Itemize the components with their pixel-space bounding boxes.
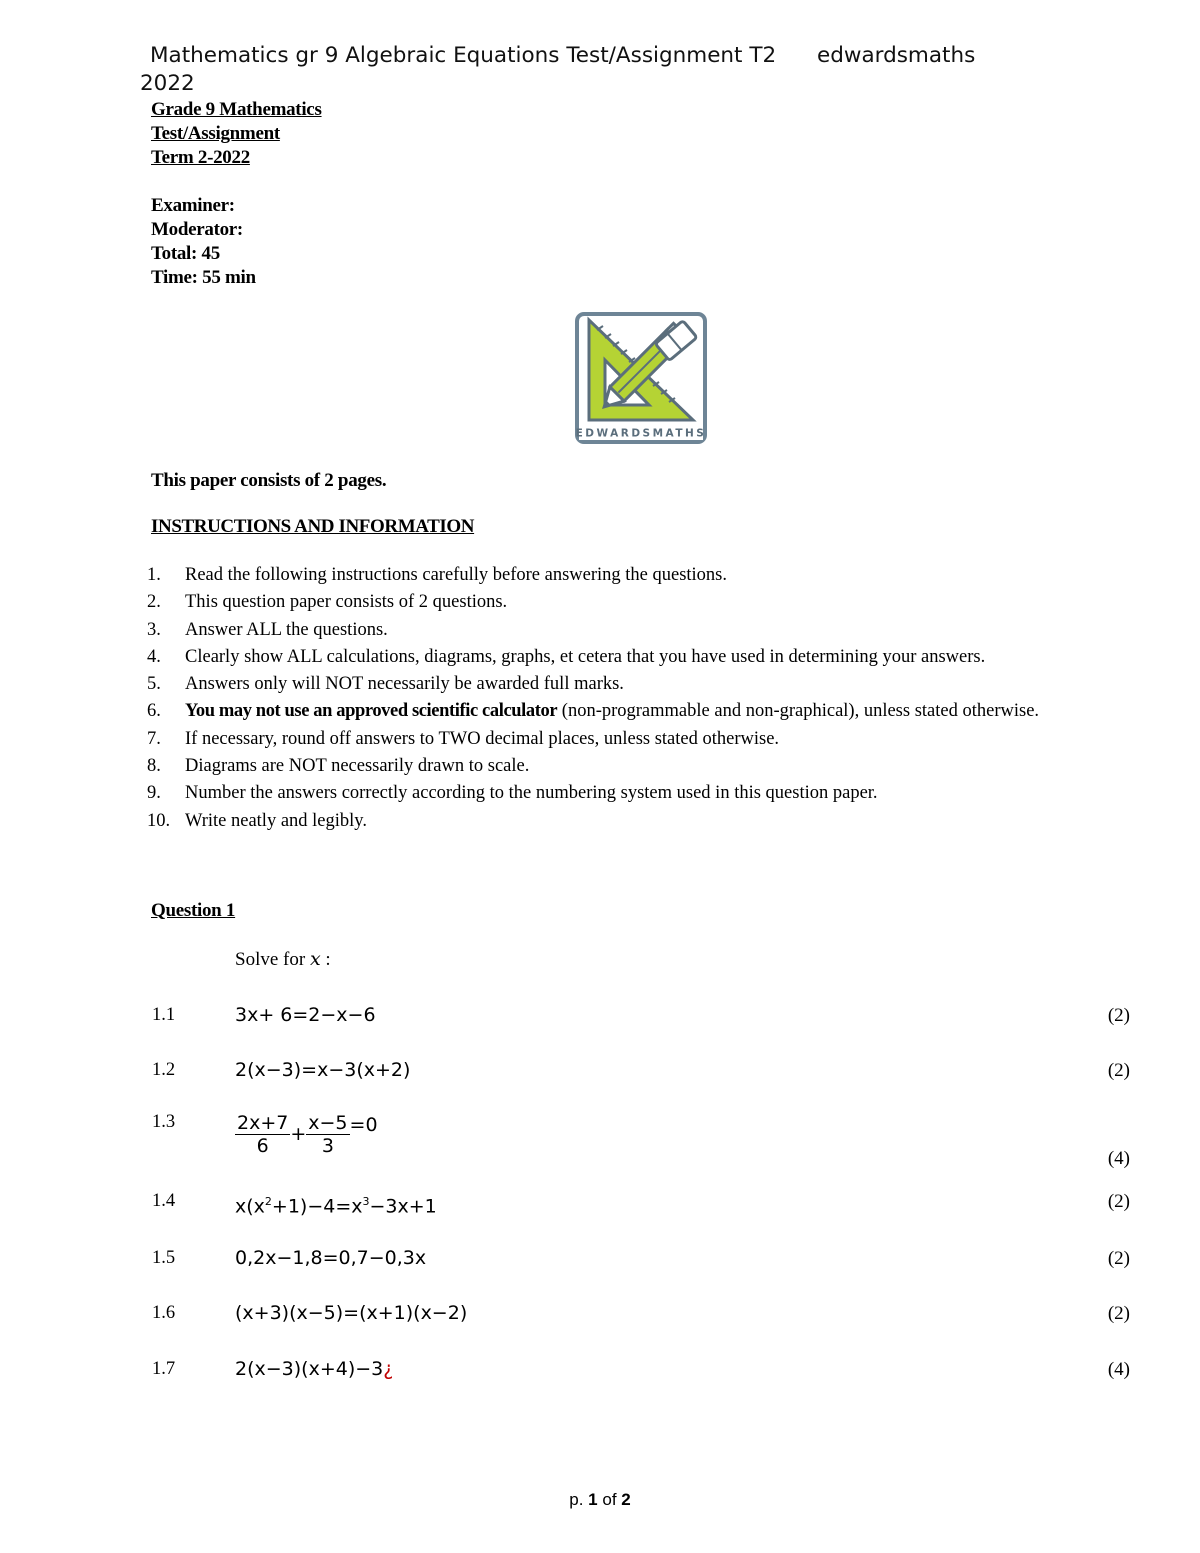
inverted-question-mark: ¿ [383, 1358, 394, 1380]
header-site: edwardsmaths [816, 43, 976, 68]
question-number: 1.4 [152, 1191, 176, 1211]
equation: 2(x−3)(x+4)−3¿ [235, 1358, 394, 1380]
list-item: 1. Read the following instructions carefully before answering the questions. [147, 565, 728, 585]
list-item: 5. Answers only will NOT necessarily be awarded full marks. [147, 674, 624, 695]
equation: $x(x^2+1)-4=x^3-3x+1$ [235, 1195, 437, 1218]
list-item: 10. Write neatly and legibly. [147, 810, 367, 831]
equation: (x+3)(x−5)=(x+1)(x−2) [235, 1302, 468, 1324]
edwardsmaths-logo [575, 312, 707, 444]
marks: (2) [1107, 1191, 1130, 1212]
header-title: Mathematics gr 9 Algebraic Equations Test/Assignment T2 [150, 43, 777, 68]
list-item: 4. Clearly show ALL calculations, diagrams, graphs, et cetera that you have used in determining your answers. [147, 646, 986, 667]
equation: 3x+ 6=2−x−6 [235, 1004, 376, 1026]
meta-total: Total: 45 [151, 243, 220, 264]
header-year: 2022 [140, 71, 195, 96]
meta-type: Test/Assignment [151, 123, 280, 144]
pages-note: This paper consists of 2 pages. [151, 470, 387, 491]
meta-term: Term 2-2022 [151, 147, 250, 168]
instructions-list [140, 562, 1120, 835]
list-item: 3. Answer ALL the questions. [147, 619, 388, 640]
list-item: 7. If necessary, round off answers to TWO decimal places, unless stated otherwise. [147, 728, 780, 749]
equation: 2(x−3)=x−3(x+2) [235, 1059, 411, 1081]
question-number: 1.7 [152, 1359, 176, 1379]
fraction: $\frac{x-5}{3}$ [308, 1112, 348, 1157]
marks: (2) [1107, 1060, 1130, 1081]
equation: 0,2x−1,8=0,7−0,3x [235, 1247, 427, 1269]
question-number: 1.3 [152, 1112, 176, 1132]
marks: (4) [1107, 1148, 1130, 1169]
marks: (4) [1107, 1359, 1130, 1380]
list-item: 9. Number the answers correctly according to the numbering system used in this question paper. [147, 783, 878, 804]
marks: (2) [1107, 1248, 1130, 1269]
set-square-pencil-eraser-logo-icon [575, 312, 707, 444]
logo-text: EDWARDSMATHS [575, 427, 707, 440]
question-1-title: Question 1 [151, 900, 236, 921]
equation-fraction: $\frac{2x+7}{6}$ + $\frac{x-5}{3}$ =0 [237, 1112, 378, 1157]
instructions-title: INSTRUCTIONS AND INFORMATION [151, 516, 475, 537]
page-number: p. 1 of 2 [569, 1490, 631, 1509]
meta-grade: Grade 9 Mathematics [151, 99, 322, 120]
question-number: 1.1 [152, 1005, 176, 1025]
meta-moderator: Moderator: [151, 219, 243, 240]
solve-prompt: Solve for x : [235, 948, 331, 970]
fraction: $\frac{2x+7}{6}$ [237, 1112, 289, 1157]
list-item: 6. You may not use an approved scientific calculator (non-programmable and non-graphical), unless stated otherwise. [147, 701, 1040, 722]
meta-examiner: Examiner: [151, 195, 235, 216]
meta-time: Time: 55 min [151, 267, 256, 288]
question-number: 1.2 [152, 1060, 176, 1080]
question-number: 1.6 [152, 1303, 176, 1323]
marks: (2) [1107, 1005, 1130, 1026]
question-number: 1.5 [152, 1248, 176, 1268]
list-item: 8. Diagrams are NOT necessarily drawn to scale. [147, 756, 530, 777]
page-header [150, 42, 1110, 70]
marks: (2) [1107, 1303, 1130, 1324]
calculator-rule-bold: You may not use an approved scientific calculator [185, 701, 558, 722]
list-item: 2. This question paper consists of 2 questions. [147, 592, 508, 613]
